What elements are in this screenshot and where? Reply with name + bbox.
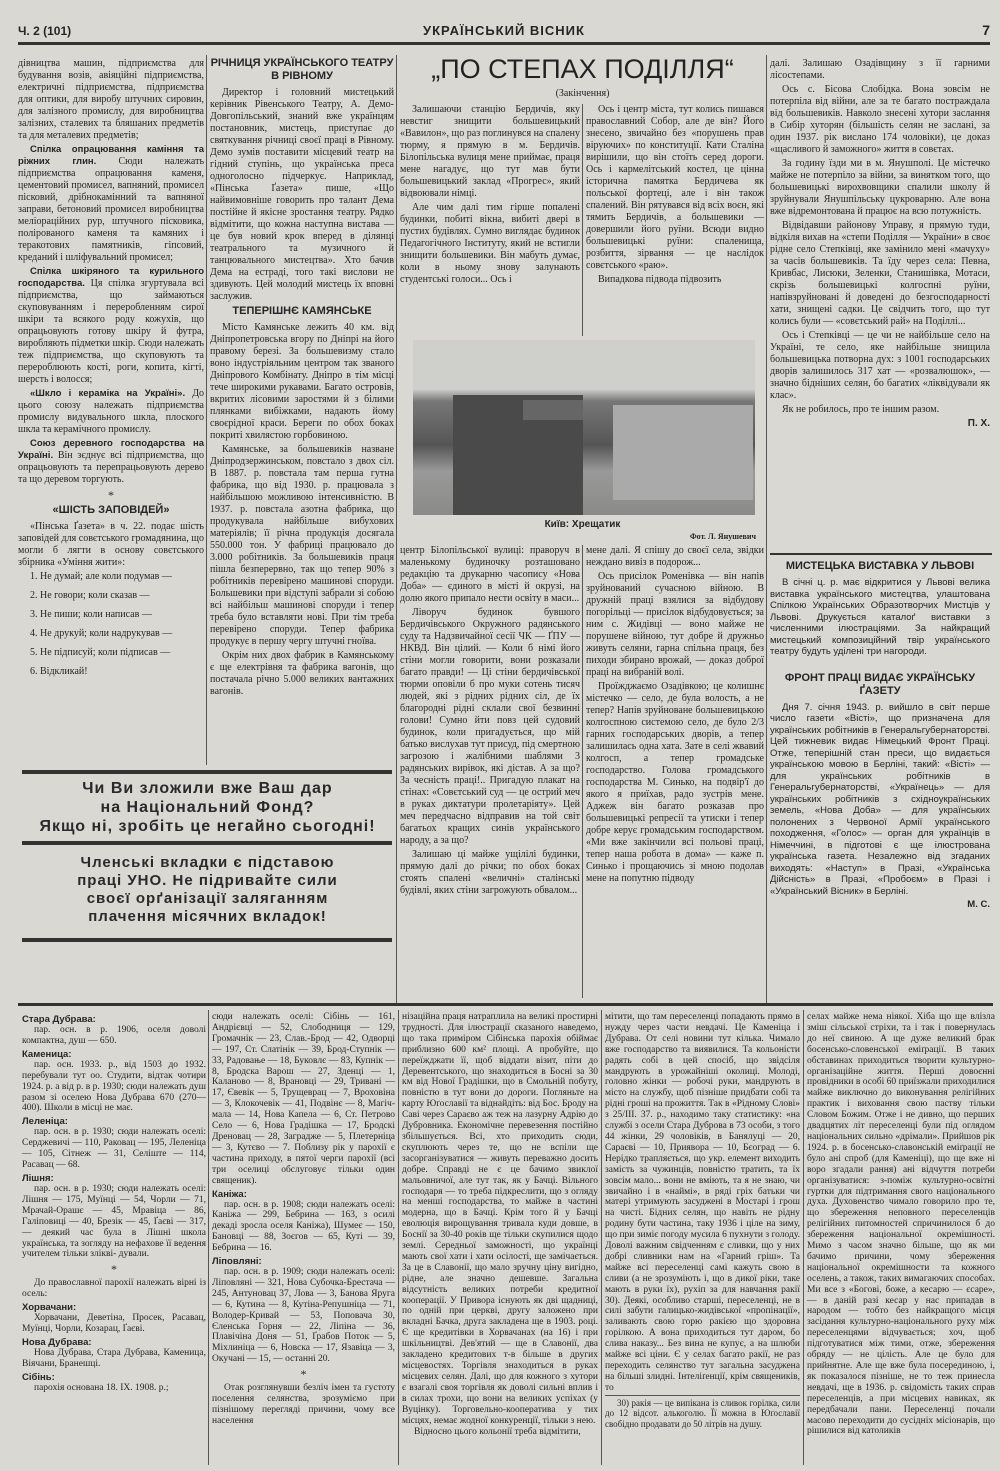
ad-line: плачення місячних вкладок!: [88, 908, 327, 925]
paragraph: Ця спілка згуртувала всі підприємства, що займаються скуповуванням і переробленням сирої шкіри та всякого роду кожухів, що опрацьовують готову шкіру й футра, виробляють підметки шкір. Сюди належать теж підприємства, що скуповують та перероблюють кості, роги, копита, кігті, шерсть і волосся;: [18, 278, 205, 385]
section-heading: «Шкло і кераміка на Україні».: [30, 388, 186, 399]
list-item: 4. Не друкуй; коли надрукував —: [30, 628, 173, 639]
photo-building: [613, 405, 753, 500]
paragraph: сюди належать оселі: Сібінь — 161, Андрієвці — 52, Слободниця — 129, Громачнік — 23, Слав.-Брод — 42, Одворці — 197, Ст. Слатінік — 39, Брод-Ступнік — 33, Радовање — 18, Буковлє — 83, Купнік — 8, Бродска Варош — 27, Зденці — 1, Каланово — 8, Врановці — 29, Тривані — 17, Євевік — 5, Трущеврац — 7, Вроховіна — 3, Клокочевік — 41, Подвінє — 8, Магіч-мала — 14, Нова Капела — 6, Ст. Петрово Село — 6, Нова Градішка — 17, Бродскі Дреновац — 28, Заградже — 5, Плетерніца — 3, Кутєво — 7. Поблизу рік у парохії є частина приходу, в пятої черги парохії (всі три оселиці обслуговує тільки один священик).: [212, 1012, 395, 1186]
article-title: „ПО СТЕПАХ ПОДІЛЛЯ“: [431, 54, 734, 84]
separator-star: *: [108, 488, 114, 502]
article-col-e: [770, 58, 990, 430]
list-item: 1. Не думай; але коли подумав —: [30, 571, 172, 582]
place-heading: Каменица:: [22, 1048, 72, 1060]
ad-line: на Національний Фонд?: [100, 799, 315, 816]
footnote: 30) ракія — це випікана із сливок горілка, сили до 12 відсот. алькоголю. Її можна в Юґославії свобідно продавати до 50 літрів на душу.: [605, 1395, 800, 1430]
divider: [770, 553, 992, 555]
column-divider: [582, 104, 583, 336]
bottom-col-1: [22, 1012, 206, 1395]
theatre-anniversary-title: РІЧНИЦЯ УКРАЇНСЬКОГО ТЕАТРУ В РІВНОМУ: [210, 57, 394, 82]
paragraph: Відвідавши районову Управу, я прямую туди, відкіля вихав на «степи Поділля — України» в своє рідне село Степківці, яке замінило мені «мачуху» за часів большевиків. Та їду через села: Певна, Кривбас, Лисюки, Зеленки, Станишівка, Мотаси, скрізь большевицькі колгоспні руїни, напівзруйновані й доведені до безгосподарності хати, знищені садки. Це свідчить того, що тут колись були — «совєтський рай» на Поділлі...: [770, 220, 990, 327]
issue-number: Ч. 2 (101): [18, 24, 72, 38]
bottom-col-4: [605, 1012, 800, 1430]
paragraph: Як не робилось, про те іншим разом.: [782, 404, 940, 415]
ad-line: праці УНО. Не підривайте сили: [77, 872, 338, 889]
article-col-a: [400, 104, 580, 288]
separator-star: *: [111, 1262, 117, 1277]
paragraph: мене далі. Я спішу до своєї села, звідки неждано вивіз в подорож...: [586, 545, 764, 568]
bottom-col-5: [807, 1012, 995, 1438]
photo-credit: Фот. Л. Янушевич: [689, 532, 756, 541]
list-item: 6. Відкликай!: [30, 666, 88, 677]
place-heading: Сібінь:: [22, 1371, 55, 1383]
paragraph: мітити, що там переселенці попадають прямо в нужду через части невдачі. Це Каменіца і Дубрава. От селі новини тут кілька. Чимало вже господарство та виявилися. Та кольоністи радять собі в цей спосіб, що звідсіля мандрують в урожайніші околиці. Молоді, головно жінки — робочі руки, мандрують в місто на службу, щоб пізніше придбати собі та рідні гроші на прожиття. Так в «Рідному Слові» з 25/ІІІ. 37. р., находимо таку статистику: «на службі з осели Стара Дуброва в 73 особи, з того 44 жінки, 29 чоловіків, в Банялуці — 20, Сараєві — 10, Приявора — 10, Бєоград — 6. Нерідко трапляється, що укр. елемент виходить замість за чужинців, повністю тратить, та їх зовсім мало... вони не вміють, та я не знаю, чи звичайно і в «наймі», в ряді гріх батьки чи матері утримують засуджені в Мостарі і грош на чисті. Бідних селян, що навіть не рідну родину бути частина, таку 1936 і ціле на зиму, що при зиміє погоду мусила 6 пухнути з голоду. Доволі важним свідченням є сливки, що у них добрі сливники нам на «Гарний гріш». Та майже всі переселенці самі кажуть свою в сливи (а не зрозуміють і, що в дикої ріки, таке мають в руки їх), рухіп за для навчання ракії 30). Деякі, особливо старші, переселенці, не в силі забути галицько-жидівської «пропінації», заливають свою горю ракією що здоровна горілкою. А вона приходиться тут даром, бо слива наказу... Без вина не купує, а на шлюби майже всі ціни. Є у селах багато ракії, не раз переходить селянство тут загальна засуджена на більші злидні. Інтеліґенції, крім священиків, то: [605, 1012, 800, 1393]
paragraph: За годину їзди ми в м. Янушполі. Це містечко майже не потерпіло за війни, за винятком того, що большевицькі вирохвовщики спалили школу й зруйнували Янушпільську цукроварню. Але вона вже відремонтована й працює на всю потужність.: [770, 158, 990, 217]
paragraph: пар. осн. 1933. р., від 1503 до 1932. перебували тут оо. Студити, відтак чотири 1924. р. а від р. в р. 1930; сюди належать душ разом зі оселею Нова Дубрава 670 (270—400). Школи в місці не має.: [22, 1059, 206, 1114]
place-heading: Леленіца:: [22, 1116, 68, 1128]
column-divider: [803, 1010, 804, 1465]
paragraph: До цього союзу належать підприємства промислу видувального шкла, плоского шкла та керамічного промислу.: [18, 388, 205, 435]
paragraph: Випадкова підвода підвозить: [598, 274, 722, 285]
place-heading: Ліповляні:: [212, 1256, 262, 1268]
paragraph: Відносно цього кольонії треба відмітити,: [414, 1427, 581, 1438]
list-item: 5. Не підписуй; коли підписав —: [30, 647, 171, 658]
column-news: [770, 558, 990, 911]
paragraph: Хорвачани, Деветіна, Просек, Расавац, Муїнці, Чорли, Козарац, Ґаєві.: [22, 1313, 206, 1335]
paragraph: дівництва машин, підприємства для будування возів, авіяційні підприємства, електричні підприємства, підприємства для оптики, для виробу штучних сировин, для залізного промислу, для виробництва залізних, сталевих та бляшаних предметів та для металевих предметів;: [18, 58, 204, 141]
place-heading: Хорвачани:: [22, 1302, 77, 1314]
separator-star: *: [300, 1367, 307, 1382]
labour-front-title: ФРОНТ ПРАЦІ ВИДАЄ УКРАЇНСЬКУ ҐАЗЕТУ: [784, 671, 976, 697]
ad-line: своєї орґанізації заляганням: [86, 890, 329, 907]
paragraph: пар. осн. в р. 1930; сюди належать оселі: Лішня — 175, Муїнці — 54, Чорли — 71, Мрачай-Орашє — 45, Мравіца — 86, Галіповиці — 40, Брезік — 45, Ґаєві — 317, — деякий час була в Лішні школа українська, та зогляду на нефахове її ведення учителем тільки злікві- дували.: [22, 1183, 206, 1260]
paragraph: парохія основана 18. IX. 1908. р.;: [34, 1382, 169, 1393]
divider: [22, 770, 392, 774]
section-heading: Спілка шкіряного та курильного господарства.: [18, 266, 204, 289]
ad-line: Якщо ні, зробіть це негайно сьогодні!: [39, 818, 376, 835]
art-exhibition-title: МИСТЕЦЬКА ВИСТАВКА У ЛЬВОВІ: [785, 560, 975, 572]
author-signature: П. Х.: [967, 418, 990, 429]
paragraph: Проїжджаємо Озадівкою; це колишнє містечко — село, де була волость, а не тепер? Напів зруйноване большевицькою колгоспною системою село, де було 2/3 гарних господарських дворів, а тепер залишилась одна хата. Зате в селі жвавий колгосп, а тепер громадське господарство. Голова громадського господарства М. Синько, на подвір'ї до якого я приїхав, радо зустрів мене. Аджеж він багато розказав про большевицькі репресії та утиски і тепер добре керує громадським господарством. «Ми вже закінчили всі польові праці, тепер наша робота в дома» — каже п. Синько і прощаючись зі мною подолав мене на попутню підводу: [586, 681, 764, 884]
paragraph: «Пінська Ґазета» в ч. 22. подає шість заповідей для совєтського громадянина, що могли б лягти в основу совєтського збірника «Уміння жити»:: [18, 521, 204, 568]
paragraph: Окрім них двох фабрик в Камянському є ще електрівня та фабрика вагонів, що постачала річно 5.000 великих вантажних вагонів.: [210, 650, 394, 697]
article-col-c: [400, 545, 580, 899]
article-col-b: [586, 104, 764, 288]
paragraph: центр Білопільської вулиці: праворуч в маленькому будиночку розташовано редакцію та друкарню часопису «Нова Доба» — єдиного в місті й окрузі, на долю якого припало нести освіту в маси...: [400, 545, 580, 604]
column-industry: [18, 58, 204, 685]
paragraph: селах майже нема ніякої. Хіба що ще влізла зміш сільської стріхи, та і так і повернулась до неї свиною. А ще дуже великий брак босенсько-словенської еміґрації. В таких обставинах приходиться творити культурно-організаційне життя. Перші довоєнні провідники в особі 60 приїзжали приходилися майже виключно до виконування релігійних практик і виховання свою паству тільки Словом Божим. Отже і не дивно, що перших двадцятих літ переселенці були під оглядом національних сильно «дрімали». Прийшов рік 1924. р. в босенсько-славонській еміґрації не було ані спроб (для Каменіці), що ще вже ні воро згадали рання) ані відчуття потреби організуватися: з-поміж культурно-освітні гуртки для підтримання свого національного духа. Духовенство чимало говорило про те, що збереження неповного переселенців релігійних питомностей спричинилося б до збереження національної окремішності. Мимо з часом значно більше, що як ми бачимо причини, чому збереження національної окремішности та кожного оселень, а також, таких вимагаючих способах. Ми все з «Богові, боже, а кесарю — єсаре», — в даній разі кесар у нас припадав в народом — тобто без найкращого місця засідання культурно-національного руху між переселенцями відчувається; хоч, щоб підготуватися між тими, отже, збереження обряду — не цілість. Але це було для прийнятне. Але ще вже була посерединою, і, як показалося пізніше, не то теж принесла невдачі, ще в 1936. р. свідомість таких справ переселенців, а при місцевих навиках, як передбачали пани. Переселенці почали масово переходити до сусідніх місіонарів, що рішилися від католиків: [807, 1012, 996, 1437]
bottom-col-3: [402, 1012, 598, 1439]
list-item: 3. Не пиши; коли написав —: [30, 609, 152, 620]
paragraph: До православної парохії належать вірні із осель:: [22, 1278, 206, 1300]
paragraph: Директор і головний мистецький керівник Рівенського Театру, А. Демо-Довгопільський, знаний вже українцям постановник, мистець, приступає до святкування річниці своєї праці в Рівному. Демо зумів поставити місцевий театр на гідний ступінь, що українська преса одноголосно підчеркує. Наприклад, «Пінська Ґазета» пише, «Що найвимовніше говорить про талант Дема постійне й якісне зростання театру. Рядко відмітити, що кожна наступна вистава — це був новий крок вперед в ділянці театрального та музичного й танцювального мистецтва». Хто бачив Дема на естраді, того такі вислови не здивують. Цей молодий мистець їх вповні заслужив.: [210, 87, 394, 302]
paragraph: Ліворуч будинок бувшого Бердичівського Окружного радянського суду та Надзвичайної сесії ЧК — ҐПУ — НКВД. Він цілий. — Коли б німі його стіни могли говорити, вони розказали багато правди! — Ці стіни бердичівської тюрми оповіли б про муки сотень тисяч людей, які з рідних рідних сіл, де їх благородні рідні склали свої безвинні голови! Сумно йти повз цей судовий будинок, коли пригадується, що мій батько вислухав тут присуд, під смертною загрозою і жалібними шаблями 3 радянських вирівок, які дістав. А за що? За чесність праці!.. Пригадую плакат на стінах: «Совєтський суд — це острий меч в руках диктатури пролетаріяту». Цей меч передчасно відправив на той світ багатьох кращих синів українського народу, а за що?: [400, 607, 580, 846]
article-subtitle: (Закінчення): [555, 88, 610, 99]
paragraph: В січні ц. р. має відкритися у Львові велика виставка українського мистецтва, улаштована Спілкою Українських Образотворчих Мистців у Львові. Друкується каталоґ виставки з численними ілюстраціями. За найкращий мистецький композиційний твір українського театру будуть уділені три нагороди.: [770, 577, 990, 657]
paragraph: Камянське, за большевиків назване Дніпродзержинськом, повстало з двох сіл. В 1887. р. повстала там перша гутна фабрика, що від 1930. р. працювала з найбільшою можливою інтенсивністю. В 1937. р. повстала азотна фабрика, що продукувала найбільше вибухових матеріялів; її річна продукція досягала 550.000 тон. У фабриці працювало до 3.000 робітників. За большевиків праця пішла безперервно, так що тепер 90% з робітників перевірено машинові споруди. Большевики при відступі забрали зі собою всі найбільш машинові споруди і тепер треба було вставляти нові. При тім треба перевірено споруди. Тепер фабрика продукує в першу чергу штучні гноїва.: [210, 444, 394, 647]
newspaper-title: УКРАЇНСЬКИЙ ВІСНИК: [423, 23, 585, 38]
kamianske-title: ТЕПЕРІШНЄ КАМЯНСЬКЕ: [232, 305, 372, 317]
divider: [22, 938, 392, 942]
column-theatre: [210, 55, 394, 700]
place-heading: Нова Дубрава:: [22, 1336, 92, 1348]
list-item: 2. Не говори; коли сказав —: [30, 590, 150, 601]
page-header: [18, 22, 990, 45]
paragraph: Ось і центр міста, тут колись пишався православний Собор, але де він? Його знесено, звичайно без «порушень прав віруючих» по конституції. Кати Сталіна вирішили, що він стоїть серед дороги. Ось і кармелітський костел, це цінна історична памятка Бердичева як польської фортеці, але і він також спалений. Він рятувався від всіх воєн, які тямить Бердичів, а большевики — довершили його руїни. Всюди видно большевицькі руїни: спаленища, розбиття, зірвання — це наслідок совєтського «раю».: [586, 104, 764, 271]
place-heading: Лішня:: [22, 1172, 54, 1184]
paragraph: Ось присілок Роменівка — він напів зруйнований сучасною війною. В дружній праці взялися за відбудову погорільці — присілок відбудовується; за ним с. Жидівці — воно майже не порушене війною, тут добре й дружньо живуть селяни, гарна спільна праця, без пиходи збирано врожай, — доказ доброї праці на вибраній волі.: [586, 571, 764, 678]
column-divider: [601, 1010, 602, 1465]
bottom-col-2: [212, 1012, 395, 1428]
paragraph: пар. осн. в р. 1906, оселя доволі компактна, душ — 650.: [22, 1025, 206, 1046]
section-heading: Спілка опрацювання каміння та ріжних глин.: [18, 144, 204, 167]
column-divider: [396, 55, 397, 1005]
paragraph: нізаційна праця натраплила на великі простирні трудності. Для ілюстрації сказаного наведемо, що така приміром Сібінська парохія обіймає приблизно 600 км² площі. А пробуйте, що переїжджати її, щоб віддати візит, піти до Деревентського, що знаходиться в Босні за 30 км від Нової Градішки, що в Смольній побуту, повністю в тут вони до дороги. Погляньте на карту Юґославії та віднайдіть: від Бос. Броду на Саві через Сараєво аж теж на лазурну Адрію до Дубровника. Економічне перевезення постійно збільшується. Всі, хто приходить сюди, скуплюють через те, що не вспіли ще засорганізуватися — живуть переважно досить добре. Справді не є це бачимо звиклої мальовничої, але тут так, як у Бачці. Вільного господаря — то треба підкреслити, що з огляду на менші господарства, то майже в частині модерна, що в Бачці. Крім того й у Бачці еволюція вирощування тривала куди довше, в Боснії за 30-40 років ще тільки скупилися щодо землі. Середньої заможності, що українці мають свої хати і хати осілості, ще замічається. За це в Славонії, що мало зручну ціну вигідно, рідне, але значно дешевше. Загальна відсутність великих потреби кредитної кооперації. У Привора існують як дві щадниці, по одній при церкві, другу заложено при вкладні Бачка, друга закладена ще в 1903. році. Є ще кредитівки в Хорвачанах (на 16) і при шкільництві. Дев'ятий — ще в Славонії, два закладено кредитових т-в більше в других місцевостях. Торгівля знаходиться в руках місцевих селян. Далі, що для кожного з хутори є взагалі своя торгівля як доволі сильні вплив і в силах трохи, що вони на великих успіхах (у Вуцінку). Торговельно-кооператива у тих місцях, немає жодної конкуренції, тільки з нею.: [402, 1012, 598, 1426]
paragraph: Але чим далі тим гірше попалені будинки, побиті вікна, вибиті двері в пустих будівлях. Сумно виглядає будинок Педагогічного Інституту, який не встигли знищити большевики. Він мабуть думає, коли в ньому знову залунають студентські голоси... Ось і: [400, 202, 580, 285]
section-divider: [18, 1003, 993, 1006]
paragraph: далі. Залишаю Озадівщину з її гарними лісостепами.: [770, 58, 990, 81]
author-signature: М. С.: [967, 899, 990, 910]
page-number: 7: [982, 22, 990, 38]
column-divider: [766, 55, 767, 1005]
photo-kyiv-khreshchatyk: [413, 340, 755, 515]
paragraph: Ось і Степківці — це чи не найбільше село на Україні, те село, яке найбільше знищила большевицька потворна дух: з 1001 господарських дворів залишилось 317 хат — «розвалюшок», — значно бідніших селян, бо багатих «ліквідували як клас».: [770, 330, 990, 401]
ad-line: Чи Ви зложили вже Ваш дар: [82, 780, 333, 797]
column-divider: [582, 545, 583, 998]
paragraph: Ось с. Бісова Слобідка. Вона зовсім не потерпіла від війни, але за те багато постраждала від большевиків. Навколо знесені хутори заслання в Сибір хуторян (більшість селян не заслані, за один 1937. рік вислано 174 чоловіки), це доказ «щасливого й заможного» життя в совєтах.: [770, 84, 990, 155]
paragraph: Сюди належать підприємства опрацювання каменя, цементовий промисел, вапняний, промисел пісковий, дрібнокамінний та вапняної заправи, бетоновий промисел виробництва меліораційних рур, штучного пісковика, полірованого каменя та камяних і теракотових памятників, гіпсовий, креданий і шліфувальний промисел;: [18, 156, 205, 263]
photo-building: [523, 400, 583, 420]
column-divider: [398, 1010, 399, 1465]
membership-fees-ad: [20, 854, 395, 926]
divider: [22, 841, 392, 845]
photo-caption: Київ: Хрещатик: [544, 519, 621, 530]
paragraph: пар. осн. в р. 1930; сюди належать оселі: Серджевичі — 110, Раковац — 195, Леленіца — 105, Сітнеж — 31, Селіште — 114, Расавац — 68.: [22, 1127, 206, 1171]
paragraph: Залишаючи станцію Бердичів, яку невстиг знищити большевицький «Вавилон», що раз поглинувся на спалену тюрму, я прямую в м. Бердичів. Білопільська вулиця мене приймає, праця мене нагадує, що тут мав бути большевицький заклад «Прогрес», який відвоювали німці.: [400, 104, 580, 199]
paragraph: Отак розглянувши безліч імен та густоту поселення селянства, зрозуміємо при пізнішому перегляді причини, чому все населення: [212, 1383, 395, 1426]
national-fund-ad: [20, 779, 395, 836]
column-divider: [206, 55, 207, 765]
commandments-list: [18, 571, 204, 678]
section-heading: Союз деревного господарства на Україні.: [18, 438, 204, 461]
ad-line: Членські вкладки є підставою: [80, 854, 335, 871]
paragraph: пар. осн. в р. 1909; сюди належать оселі: Ліповляні — 321, Нова Субочка-Брестача — 245, Антуновац 37, Лова — 3, Банова Яруга — 6, Кутина — 8, Кутіна-Репушніца — 71, Володер-Кривай — 53, Поповача 30, Єленська Горня — 22, Ліпіна — 36, Плавічіна Доня — 51, Ґрабов Поток — 5, Міхлиніца — 6, Новска — 17, Язавіца — 3, Окучані — 15, — останні 20.: [212, 1267, 395, 1365]
article-col-d: [586, 545, 764, 887]
paragraph: Дня 7. січня 1943. р. вийшло в світ перше число газети «Вісті», що призначена для українських робітників в Генеральгубернаторстві. Цей тижневик видає Німецький Фронт Праці. Отже, теперішній стан преси, що видається українською мовою в Берліні, такий: «Вісті» — для українських робітників в Генеральгубернаторстві, «Українець» — для українських робітників з східноукраїнських земель, «Нова Доба» — для українських полонених з Червоної Армії українського походження, «Голос» — орган для українців в Німеччині, в підготові є ще ілюстрована українська газета. Незалежно від згаданих виходять: «Наступ» в Празі, «Українська Дійсність» в Празі, «Пробоєм» в Празі і «Український Вісник» в Берліні.: [770, 701, 990, 897]
place-heading: Стара Дубрава:: [22, 1014, 96, 1025]
six-commandments-title: «ШІСТЬ ЗАПОВІДЕЙ»: [52, 504, 170, 516]
paragraph: Нова Дубрава, Стара Дубрава, Каменица, Віячани, Бранешці.: [22, 1347, 206, 1369]
paragraph: Він зєднує всі підприємства, що опрацьовують та перепрацьовують дерево та що деревом торгують.: [18, 450, 205, 485]
paragraph: Залишаю ці майже ущілілі будинки, прямую далі до річки; по обох боках стоять спалені «величні» сталінські будівлі, яких стіни загрожують обвалом...: [400, 849, 580, 896]
paragraph: пар. осн. в р. 1908; сюди належать оселі: Каніжа — 299, Бебрина — 163, з осилі декаді зросла оселя Каніжа), Шумеє — 150, Бановці — 88, Зоєгов — 65, Куті — 39, Бебрина — 16.: [212, 1199, 395, 1254]
place-heading: Каніжа:: [212, 1188, 247, 1200]
column-divider: [208, 1010, 209, 1465]
paragraph: Місто Камянське лежить 40 км. від Дніпропетровська вгору по Дніпрі на його правому березі. За большевизму стало воно індустріяльним центром так званого Дніпрового Комбінату. Дніпро в тім місці тече широкими рукавами. Багато островів, вкритих лісовими заростями й з білими плянками вибіжками, надають йому своєрідної краси. Береги по обох боках покриті хвилястою горбовиною.: [210, 322, 394, 441]
